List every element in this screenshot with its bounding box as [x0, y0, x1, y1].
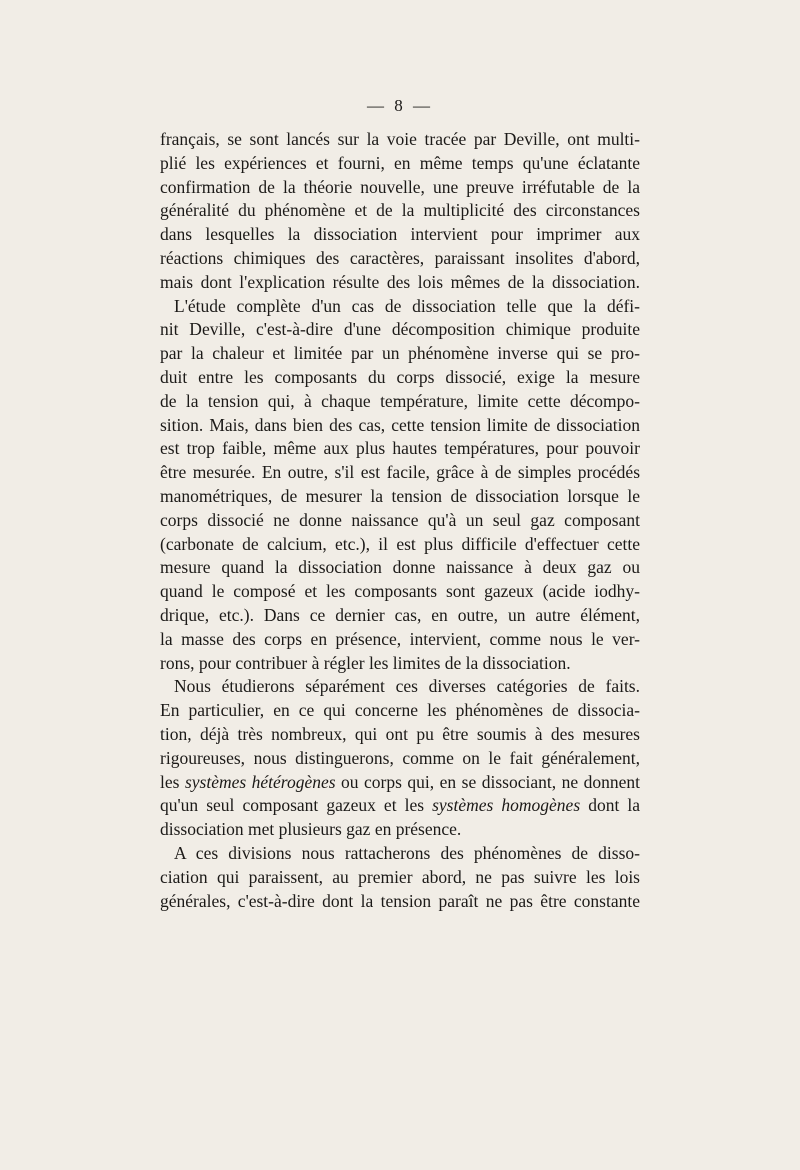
text-line [160, 199, 640, 223]
text-segment: mais dont l'explication résulte des lois mêmes de la dissociation. [160, 271, 640, 292]
text-line [160, 414, 640, 438]
text-line [160, 485, 640, 509]
text-segment: dans lesquelles la dissociation intervient pour imprimer aux [160, 224, 640, 245]
text-line [160, 771, 640, 795]
text-segment: rons, pour contribuer à régler les limites de la dissociation. [160, 652, 571, 673]
text-segment: confirmation de la théorie nouvelle, une preuve irréfutable de la [160, 176, 640, 197]
text-line [160, 437, 640, 461]
text-line [160, 866, 640, 890]
text-segment: Nous étudierons séparément ces diverses catégories de faits. [174, 676, 640, 697]
italic-term: systèmes hétérogènes [184, 771, 336, 792]
text-line [160, 271, 640, 295]
text-line [160, 652, 640, 676]
text-segment: est trop faible, même aux plus hautes températures, pour pouvoir [160, 438, 640, 459]
text-line [160, 509, 640, 533]
text-segment: réactions chimiques des caractères, paraissant insolites d'abord, [160, 247, 640, 268]
text-segment: (carbonate de calcium, etc.), il est plus difficile d'effectuer cette [160, 533, 640, 554]
text-segment: corps dissocié ne donne naissance qu'à un seul gaz composant [160, 509, 640, 530]
text-line [160, 675, 640, 699]
text-segment: par la chaleur et limitée par un phénomène inverse qui se pro- [160, 343, 640, 364]
text-line [160, 461, 640, 485]
text-line [160, 342, 640, 366]
text-line [160, 604, 640, 628]
text-line [160, 176, 640, 200]
text-line [160, 699, 640, 723]
text-segment: français, se sont lancés sur la voie tracée par Deville, ont multi- [160, 129, 640, 149]
text-line [160, 794, 640, 818]
text-segment: la masse des corps en présence, intervient, comme nous le ver- [160, 628, 640, 649]
text-segment: de la tension qui, à chaque température, limite cette décompo- [160, 390, 640, 411]
text-line [160, 366, 640, 390]
text-line [160, 295, 640, 319]
text-segment: duit entre les composants du corps dissocié, exige la mesure [160, 366, 640, 387]
text-segment: manométriques, de mesurer la tension de dissociation lorsque le [160, 485, 640, 506]
text-segment: qu'un seul composant gazeux et les [160, 795, 433, 816]
text-line [160, 556, 640, 580]
text-segment: générales, c'est-à-dire dont la tension paraît ne pas être constante [160, 890, 640, 911]
page-number: — 8 — [367, 96, 433, 115]
text-segment: sition. Mais, dans bien des cas, cette tension limite de dissociation [160, 414, 640, 435]
text-line [160, 533, 640, 557]
text-line [160, 247, 640, 271]
text-segment: ou corps qui, en se dissociant, ne donnent [335, 771, 640, 792]
text-segment: L'étude complète d'un cas de dissociation telle que la défi- [174, 295, 640, 316]
text-line [160, 152, 640, 176]
text-segment: quand le composé et les composants sont gazeux (acide iodhy- [160, 581, 640, 602]
text-line [160, 890, 640, 914]
text-line [160, 390, 640, 414]
italic-term: systèmes homogènes [432, 795, 581, 816]
text-segment: plié les expériences et fourni, en même temps qu'une éclatante [160, 152, 640, 173]
text-segment: mesure quand la dissociation donne naissance à deux gaz ou [160, 557, 640, 578]
text-segment: les [160, 771, 185, 792]
text-line [160, 842, 640, 866]
text-segment: A ces divisions nous rattacherons des phénomènes de disso- [174, 842, 640, 863]
text-segment: nit Deville, c'est-à-dire d'une décomposition chimique produite [160, 319, 640, 340]
text-segment: tion, déjà très nombreux, qui ont pu être soumis à des mesures [160, 723, 640, 744]
body-text [160, 128, 640, 913]
text-line [160, 318, 640, 342]
text-line [160, 580, 640, 604]
text-line [160, 747, 640, 771]
text-segment: être mesurée. En outre, s'il est facile, grâce à de simples procédés [160, 462, 640, 483]
text-segment: ciation qui paraissent, au premier abord, ne pas suivre les lois [160, 866, 640, 887]
text-segment: généralité du phénomène et de la multiplicité des circonstances [160, 200, 640, 221]
text-line [160, 128, 640, 152]
text-segment: dont la [580, 795, 640, 816]
text-segment: En particulier, en ce qui concerne les phénomènes de dissocia- [160, 700, 640, 721]
text-segment: rigoureuses, nous distinguerons, comme on le fait généralement, [160, 747, 640, 768]
text-segment: drique, etc.). Dans ce dernier cas, en outre, un autre élément, [160, 604, 640, 625]
text-line [160, 818, 640, 842]
text-line [160, 223, 640, 247]
text-segment: dissociation met plusieurs gaz en présence. [160, 819, 462, 840]
text-line [160, 628, 640, 652]
text-line [160, 723, 640, 747]
